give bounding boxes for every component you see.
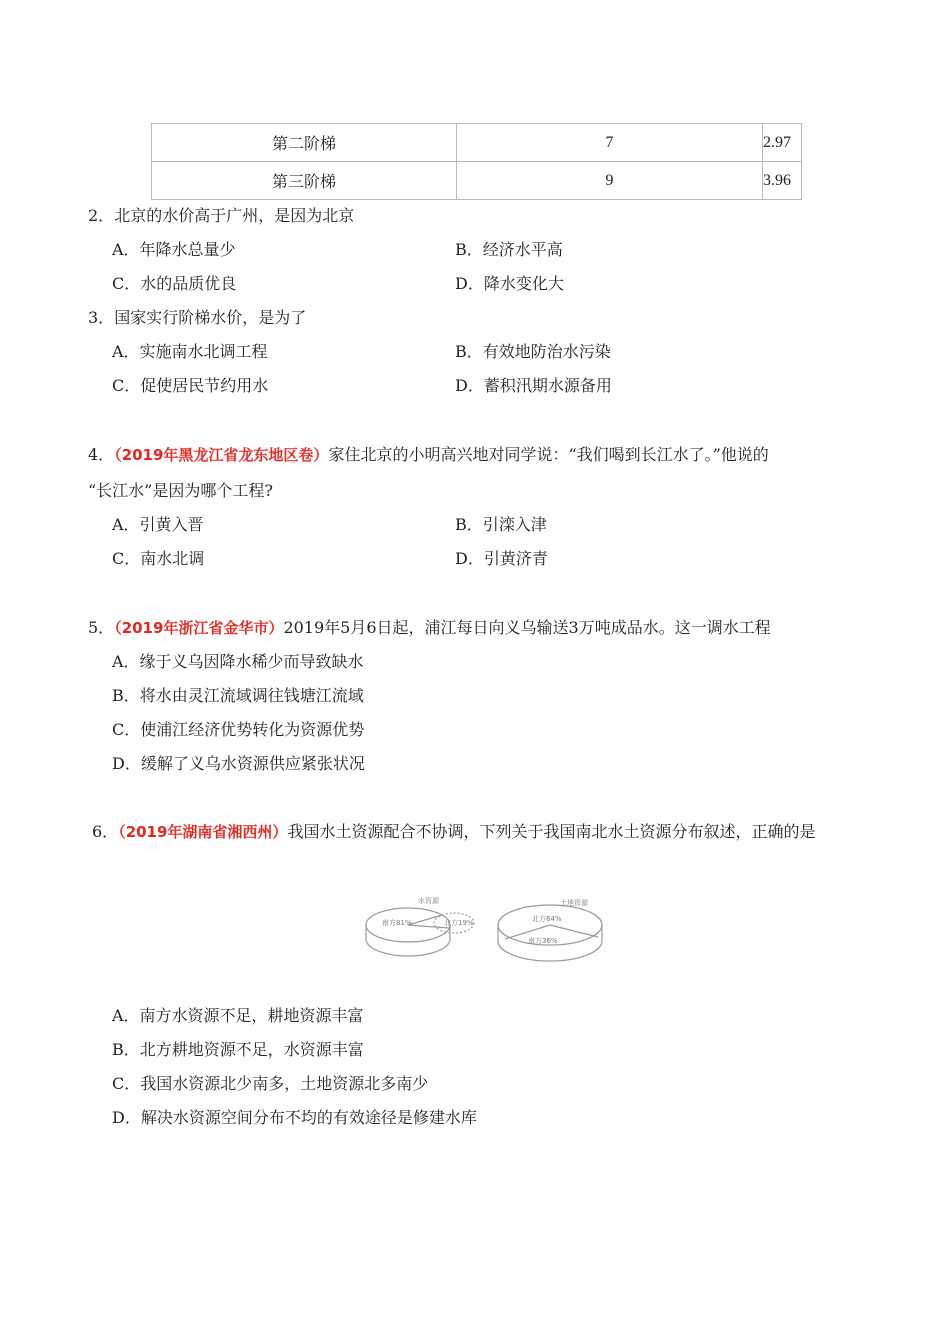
- count-cell: 7: [457, 124, 763, 162]
- option-d[interactable]: D．缓解了义乌水资源供应紧张状况: [112, 754, 365, 773]
- option-c[interactable]: C．水的品质优良: [112, 274, 237, 293]
- option-d[interactable]: D．蓄积汛期水源备用: [455, 376, 612, 395]
- land-south-label: 南方36%: [528, 937, 558, 945]
- land-title: 土地资源: [560, 899, 588, 907]
- option-a[interactable]: A．实施南水北调工程: [112, 342, 268, 361]
- option-d[interactable]: D．降水变化大: [455, 274, 564, 293]
- option-a[interactable]: A．年降水总量少: [112, 240, 236, 259]
- question-5: [88, 618, 771, 638]
- question-2: [88, 206, 354, 226]
- price-cell: 3.96: [763, 162, 802, 200]
- option-c[interactable]: C．促使居民节约用水: [112, 376, 269, 395]
- option-b[interactable]: B．经济水平高: [455, 240, 563, 259]
- resource-pie-figure: [360, 895, 610, 967]
- question-text: 我国水土资源配合不协调，下列关于我国南北水土资源分布叙述，正确的是: [287, 822, 816, 841]
- water-south-label: 南方81%: [382, 919, 412, 927]
- option-b[interactable]: B．引滦入津: [455, 515, 547, 534]
- question-number: 4．: [88, 445, 115, 464]
- question-text: 北京的水价高于广州，是因为北京: [114, 206, 355, 225]
- question-number: 6．: [92, 822, 119, 841]
- land-north-label: 北方64%: [532, 915, 562, 923]
- water-disc-side: [366, 925, 450, 956]
- option-c[interactable]: C．使浦江经济优势转化为资源优势: [112, 720, 365, 739]
- land-slice-edge: [550, 925, 598, 937]
- table-row: [152, 124, 802, 162]
- question-text-continued: “长江水”是因为哪个工程?: [88, 481, 273, 500]
- tier-cell: 第二阶梯: [152, 124, 457, 162]
- tier-cell: 第三阶梯: [152, 162, 457, 200]
- question-6: [92, 822, 815, 842]
- price-cell: 2.97: [763, 124, 802, 162]
- option-a[interactable]: A．引黄入晋: [112, 515, 204, 534]
- question-source: （2019年黑龙江省龙东地区卷）: [114, 446, 329, 464]
- question-number: 2．: [88, 206, 115, 225]
- option-c[interactable]: C．我国水资源北少南多，土地资源北多南少: [112, 1074, 429, 1093]
- option-d[interactable]: D．解决水资源空间分布不均的有效途径是修建水库: [112, 1108, 477, 1127]
- count-cell: 9: [457, 162, 763, 200]
- option-b[interactable]: B．北方耕地资源不足，水资源丰富: [112, 1040, 364, 1059]
- question-text: 2019年5月6日起，浦江每日向义乌输送3万吨成品水。这一调水工程: [283, 618, 771, 637]
- option-a[interactable]: A．南方水资源不足，耕地资源丰富: [112, 1006, 364, 1025]
- option-d[interactable]: D．引黄济青: [455, 549, 548, 568]
- option-c[interactable]: C．南水北调: [112, 549, 205, 568]
- question-4: [88, 445, 769, 465]
- water-north-label: 北方19%: [444, 919, 474, 927]
- question-3: [88, 308, 306, 328]
- option-b[interactable]: B．有效地防治水污染: [455, 342, 611, 361]
- question-number: 5．: [88, 618, 115, 637]
- question-source: （2019年浙江省金华市）: [114, 619, 284, 637]
- question-text: 家住北京的小明高兴地对同学说：“我们喝到长江水了。”他说的: [328, 445, 769, 464]
- table-row: [152, 162, 802, 200]
- option-a[interactable]: A．缘于义乌因降水稀少而导致缺水: [112, 652, 364, 671]
- water-slice-edge: [408, 925, 449, 928]
- water-price-table: [151, 123, 802, 200]
- question-text: 国家实行阶梯水价，是为了: [114, 308, 307, 327]
- water-slice-edge: [408, 915, 442, 925]
- question-source: （2019年湖南省湘西州）: [118, 823, 288, 841]
- option-b[interactable]: B．将水由灵江流域调往钱塘江流域: [112, 686, 364, 705]
- question-number: 3．: [88, 308, 115, 327]
- water-title: 水资源: [418, 897, 439, 905]
